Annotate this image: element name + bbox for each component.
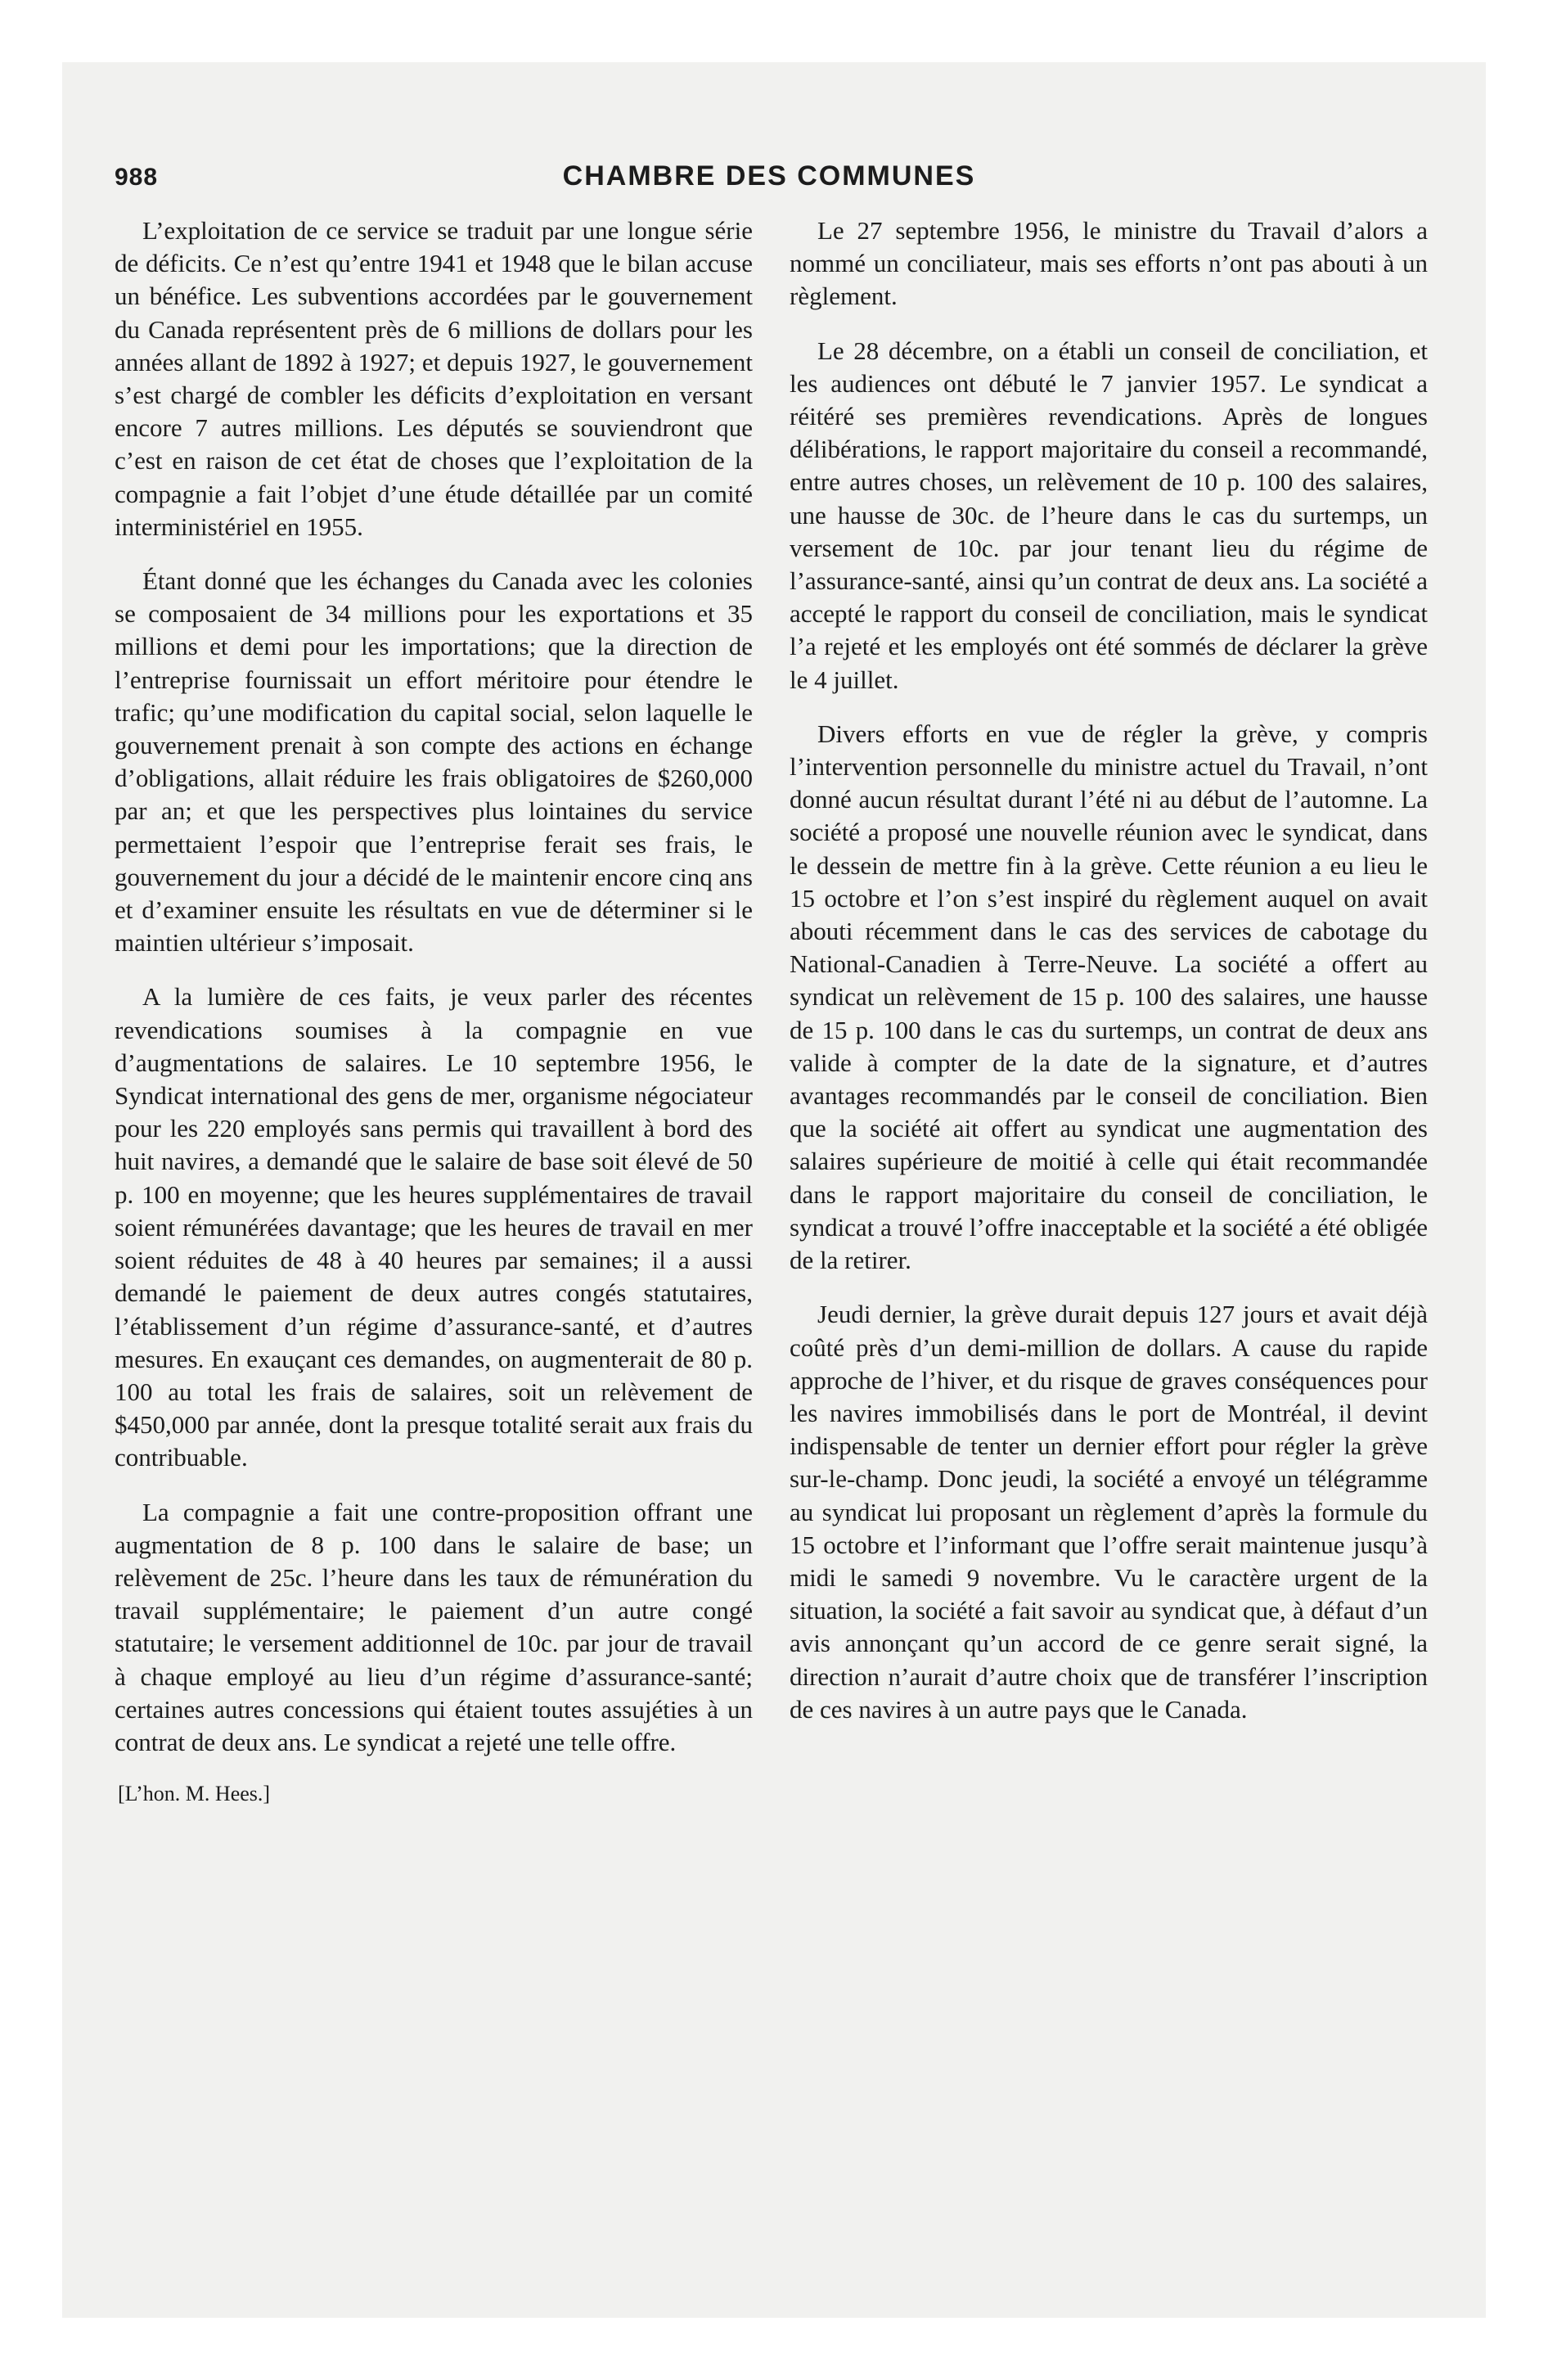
paragraph: L’exploitation de ce service se traduit par une longue série de déficits. Ce n’est qu’entre 1941 et 1948 que le bilan accuse un bénéfice. Les subventions accordées par le gouvernement du Canada représentent près de 6 millions de dollars pour les années allant de 1892 à 1927; et depuis 1927, le gouvernement s’est chargé de combler les déficits d’exploitation en versant encore 7 autres millions. Les députés se souviendront que c’est en raison de cet état de choses que l’exploitation de la compagnie a fait l’objet d’une étude détaillée par un comité interministériel en 1955. [115, 216, 753, 541]
paragraph: Le 28 décembre, on a établi un conseil de conciliation, et les audiences ont débuté le 7 janvier 1957. Le syndicat a réitéré ses premières revendications. Après de longues délibérations, le rapport majoritaire du conseil a recommandé, entre autres choses, un relèvement de 10 p. 100 des salaires, une hausse de 30c. de l’heure dans le cas du surtemps, un versement de 10c. par jour tenant lieu du régime de l’assurance-santé, ainsi qu’un contrat de deux ans. La société a accepté le rapport du conseil de conciliation, mais le syndicat l’a rejeté et les employés ont été sommés de déclarer la grève le 4 juillet. [790, 336, 1428, 694]
paragraph: Jeudi dernier, la grève durait depuis 127 jours et avait déjà coûté près d’un demi-million de dollars. A cause du rapide approche de l’hiver, et du risque de graves conséquences pour les navires immobilisés dans le port de Montréal, il devint indispensable de tenter un dernier effort pour régler la grève sur-le-champ. Donc jeudi, la société a envoyé un télégramme au syndicat lui proposant un règlement d’après la formule du 15 octobre et l’informant que l’offre serait maintenue jusqu’à midi le samedi 9 novembre. Vu le caractère urgent de la situation, la société a fait savoir au syndicat que, à défaut d’un avis annonçant qu’un accord de ce genre serait signé, la direction n’aurait d’autre choix que de transférer l’inscription de ces navires à un autre pays que le Canada. [790, 1300, 1428, 1724]
paragraph: Le 27 septembre 1956, le ministre du Travail d’alors a nommé un conciliateur, mais ses efforts n’ont pas abouti à un règlement. [790, 216, 1428, 311]
paragraph: A la lumière de ces faits, je veux parler des récentes revendications soumises à la compagnie en vue d’augmentations de salaires. Le 10 septembre 1956, le Syndicat international des gens de mer, organisme négociateur pour les 220 employés sans permis qui travaillent à bord des huit navires, a demandé que le salaire de base soit élevé de 50 p. 100 en moyenne; que les heures supplémentaires de travail soient rémunérées davantage; que les heures de travail en mer soient réduites de 48 à 40 heures par semaines; il a aussi demandé le paiement de deux autres congés statutaires, l’établissement d’un régime d’assurance-santé, et d’autres mesures. En exauçant ces demandes, on augmenterait de 80 p. 100 au total les frais de salaires, soit un relèvement de $450,000 par année, dont la presque totalité serait aux frais du contribuable. [115, 982, 753, 1472]
right-column [790, 214, 1428, 1747]
page-number: 988 [115, 164, 159, 191]
page-header [115, 157, 1424, 198]
left-column [115, 214, 753, 1808]
paragraph: Étant donné que les échanges du Canada avec les colonies se composaient de 34 millions pour les exportations et 35 millions et demi pour les importations; que la direction de l’entreprise fournissait un effort méritoire pour étendre le trafic; qu’une modification du capital social, selon laquelle le gouvernement prenait à son compte des actions en échange d’obligations, allait réduire les frais obligatoires de $260,000 par an; et que les perspectives plus lointaines du service permettaient l’espoir que l’entreprise ferait ses frais, le gouvernement du jour a décidé de le maintenir encore cinq ans et d’examiner ensuite les résultats en vue de déterminer si le maintien ultérieur s’imposait. [115, 566, 753, 958]
paragraph: La compagnie a fait une contre-proposition offrant une augmentation de 8 p. 100 dans le salaire de base; un relèvement de 25c. l’heure dans les taux de rémunération du travail supplémentaire; le paiement d’un autre congé statutaire; le versement additionnel de 10c. par jour de travail à chaque employé au lieu d’un régime d’assurance-santé; certaines autres concessions qui étaient toutes assujéties à un contrat de deux ans. Le syndicat a rejeté une telle offre. [115, 1497, 753, 1756]
paragraph: Divers efforts en vue de régler la grève, y compris l’intervention personnelle du ministre actuel du Travail, n’ont donné aucun résultat durant l’été ni au début de l’automne. La société a proposé une nouvelle réunion avec le syndicat, dans le dessein de mettre fin à la grève. Cette réunion a eu lieu le 15 octobre et l’on s’est inspiré du règlement auquel on avait abouti récemment dans le cas des services de cabotage du National-Canadien à Terre-Neuve. La société a offert au syndicat un relèvement de 15 p. 100 des salaires, une hausse de 15 p. 100 dans le cas du surtemps, un contrat de deux ans valide à compter de la date de la signature, et d’autres avantages recommandés par le conseil de conciliation. Bien que la société ait offert au syndicat une augmentation des salaires supérieure de moitié à celle qui était recommandée dans le rapport majoritaire du conseil de conciliation, le syndicat a trouvé l’offre inacceptable et la société a été obligée de la retirer. [790, 719, 1428, 1275]
page-sheet [62, 62, 1486, 2318]
speaker-attribution: [L’hon. M. Hees.] [118, 1782, 271, 1806]
running-title: CHAMBRE DES COMMUNES [562, 160, 976, 192]
